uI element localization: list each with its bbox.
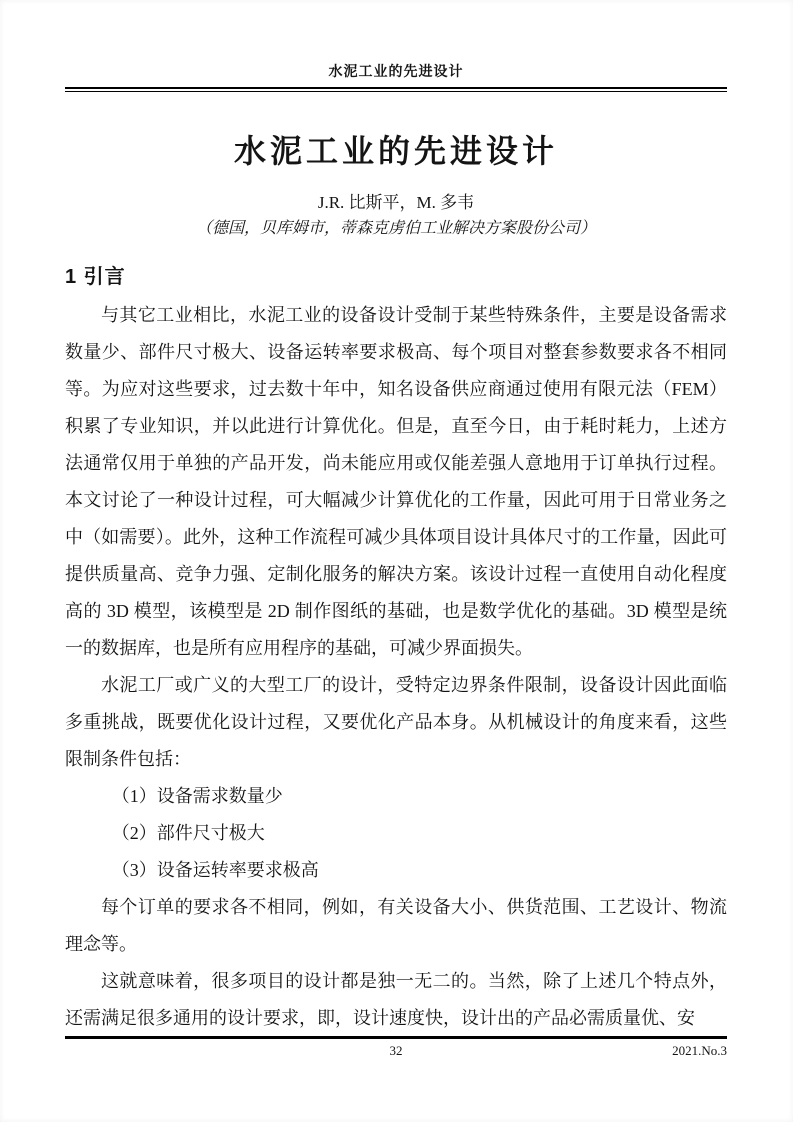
article-title: 水泥工业的先进设计 — [233, 133, 558, 169]
paragraph-4: 这就意味着，很多项目的设计都是独一无二的。当然，除了上述几个特点外，还需满足很多通用的设计要求，即，设计速度快，设计出的产品必需质量优、安 — [65, 971, 727, 1028]
paragraph-2: 水泥工厂或广义的大型工厂的设计，受特定边界条件限制，设备设计因此面临多重挑战，既要优化设计过程，又要优化产品本身。从机械设计的角度来看，这些限制条件包括： — [65, 675, 727, 769]
issue-label: 2021.No.3 — [672, 1043, 727, 1058]
header-double-rule — [65, 87, 727, 92]
article-body — [65, 297, 727, 1037]
running-head-title: 水泥工业的先进设计 — [328, 65, 464, 80]
page-number: 32 — [389, 1043, 403, 1058]
section-heading-introduction: 1 引言 — [65, 266, 126, 288]
authors-line: J.R. 比斯平，M. 多韦 — [317, 193, 475, 212]
list-item-2: （2）部件尺寸极大 — [111, 823, 265, 843]
paragraph-3: 每个订单的要求各不相同，例如，有关设备大小、供货范围、工艺设计、物流理念等。 — [65, 897, 727, 954]
page-footer — [65, 1036, 727, 1059]
affiliation-line: （德国，贝库姆市，蒂森克虏伯工业解决方案股份公司） — [195, 220, 596, 237]
paragraph-1: 与其它工业相比，水泥工业的设备设计受制于某些特殊条件，主要是设备需求数量少、部件尺寸极大、设备运转率要求极高、每个项目对整套参数要求各不相同等。为应对这些要求，过去数十年中，知名设备供应商通过使用有限元法（FEM）积累了专业知识，并以此进行计算优化。但是，直至今日，由于耗时耗力，上述方法通常仅用于单独的产品开发，尚未能应用或仅能差强人意地用于订单执行过程。本文讨论了一种设计过程，可大幅减少计算优化的工作量，因此可用于日常业务之中（如需要）。此外，这种工作流程可减少具体项目设计具体尺寸的工作量，因此可提供质量高、竞争力强、定制化服务的解决方案。该设计过程一直使用自动化程度高的 3D 模型，该模型是 2D 制作图纸的基础，也是数学优化的基础。3D 模型是统一的数据库，也是所有应用程序的基础，可减少界面损失。 — [65, 305, 727, 658]
list-item-1: （1）设备需求数量少 — [111, 786, 283, 806]
list-item-3: （3）设备运转率要求极高 — [111, 860, 319, 880]
